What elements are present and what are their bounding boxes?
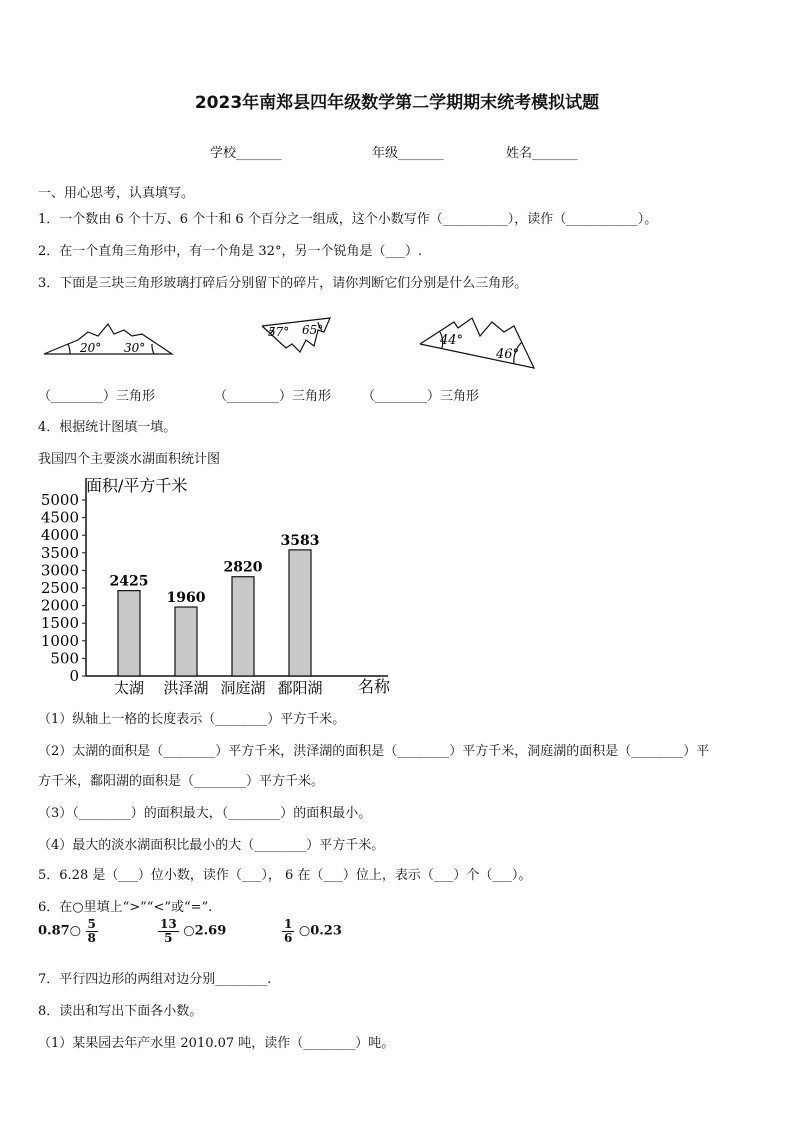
y-tick-label: 0 <box>69 667 79 685</box>
name-label: 姓名 <box>506 146 533 161</box>
compare-c-right: ○0.23 <box>298 923 342 939</box>
page-title: 2023年南郑县四年级数学第二学期期末统考模拟试题 <box>194 93 600 113</box>
fraction-denominator: 8 <box>87 930 96 945</box>
y-tick-label: 2500 <box>40 579 79 597</box>
y-tick-label: 3500 <box>40 543 79 562</box>
question-2: 2．在一个直角三角形中，有一个角是 32°，另一个锐角是（___）. <box>38 244 423 259</box>
answer-c: （________）三角形 <box>362 389 480 404</box>
y-tick-label: 500 <box>50 649 79 668</box>
grade-label: 年级 <box>372 146 399 161</box>
y-axis-label: 面积/平方千米 <box>86 476 188 495</box>
answer-b: （________）三角形 <box>214 389 332 404</box>
y-tick-label: 5000 <box>40 491 79 509</box>
data-label: 2425 <box>109 573 149 590</box>
question-4-2b: 方千米，鄱阳湖的面积是（________）平方千米。 <box>38 774 325 789</box>
fraction-numerator: 1 <box>284 917 293 931</box>
compare-a <box>38 918 98 944</box>
question-6: 6．在○里填上“>”“<”或“=”. <box>38 900 213 915</box>
fraction-denominator: 5 <box>164 930 173 945</box>
angle-a2: 30° <box>124 341 146 355</box>
school-blank: _______ <box>236 146 282 161</box>
compare-b-right: ○2.69 <box>183 923 227 939</box>
question-3: 3．下面是三块三角形玻璃打碎后分别留下的碎片，请你判断它们分别是什么三角形。 <box>38 276 528 291</box>
y-tick-label: 1000 <box>40 631 79 650</box>
compare-b <box>158 918 226 944</box>
question-4: 4．根据统计图填一填。 <box>38 420 177 435</box>
y-tick-label: 4500 <box>40 508 79 527</box>
fraction-numerator: 13 <box>160 917 177 931</box>
y-tick-label: 1500 <box>40 614 79 633</box>
bar <box>232 577 254 676</box>
x-axis-label: 名称 <box>358 677 391 696</box>
y-tick-label: 3000 <box>40 561 79 580</box>
question-7: 7．平行四边形的两组对边分别________. <box>38 972 272 987</box>
angle-a1: 20° <box>80 341 102 355</box>
question-4-3: （3）（________）的面积最大，（________）的面积最小。 <box>38 806 372 821</box>
data-label: 1960 <box>166 590 206 607</box>
compare-a-left: 0.87○ <box>38 923 82 939</box>
data-label: 3583 <box>280 532 320 549</box>
category-label: 洪泽湖 <box>163 679 209 697</box>
y-tick-label: 4000 <box>40 526 79 545</box>
question-5: 5．6.28 是（___）位小数，读作（___）， 6 在（___）位上，表示（___）个（___）。 <box>38 868 532 883</box>
category-label: 太湖 <box>113 679 145 697</box>
answer-a: （________）三角形 <box>38 389 156 404</box>
angle-b2: 65° <box>302 323 324 337</box>
bar <box>289 550 311 676</box>
fraction-1-6 <box>282 918 294 944</box>
fraction-13-5 <box>158 918 179 944</box>
fraction-denominator: 6 <box>284 930 293 945</box>
bar <box>175 607 197 676</box>
compare-c <box>282 918 342 944</box>
angle-c2: 46° <box>496 347 520 362</box>
chart-caption: 我国四个主要淡水湖面积统计图 <box>38 452 221 467</box>
y-tick-label: 2000 <box>40 596 79 615</box>
data-label: 2820 <box>223 559 263 576</box>
fraction-5-8 <box>86 918 98 944</box>
question-4-1: （1）纵轴上一格的长度表示（________）平方千米。 <box>38 712 346 727</box>
question-1: 1．一个数由 6 个十万、6 个十和 6 个百分之一组成，这个小数写作（__________），读作（___________）。 <box>38 212 658 227</box>
grade-blank: _______ <box>398 146 444 161</box>
name-blank: _______ <box>532 146 578 161</box>
category-label: 洞庭湖 <box>220 679 266 697</box>
school-label: 学校 <box>210 146 237 161</box>
category-label: 鄱阳湖 <box>277 679 323 697</box>
question-8-1: （1）某果园去年产水里 2010.07 吨，读作（________）吨。 <box>38 1036 395 1051</box>
question-4-2a: （2）太湖的面积是（________）平方千米，洪泽湖的面积是（________）平方千米，洞庭湖的面积是（________）平 <box>38 744 710 759</box>
angle-b1: 57° <box>268 325 290 339</box>
fraction-numerator: 5 <box>87 917 96 931</box>
question-8: 8．读出和写出下面各小数。 <box>38 1004 203 1019</box>
angle-c1: 44° <box>440 333 464 348</box>
bar <box>118 591 140 676</box>
question-4-4: （4）最大的淡水湖面积比最小的大（________）平方千米。 <box>38 838 385 853</box>
section-heading: 一、用心思考，认真填写。 <box>38 186 195 201</box>
